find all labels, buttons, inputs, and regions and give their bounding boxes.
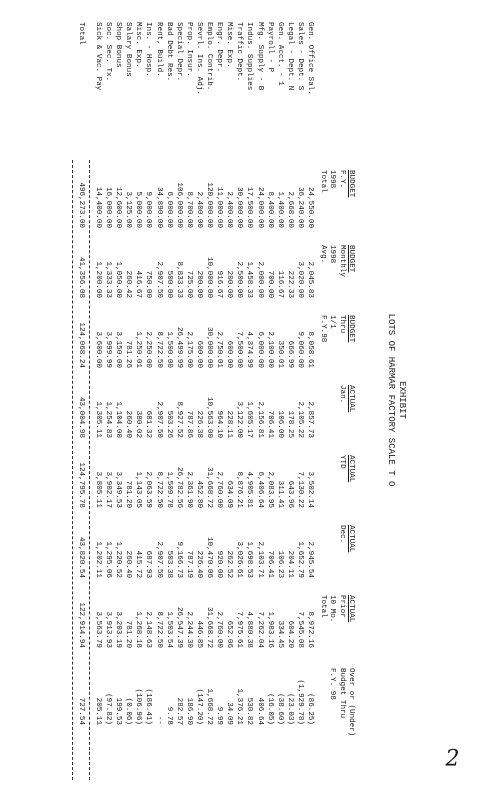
table-cell: 2,907.50 bbox=[154, 541, 163, 578]
table-cell: (23.03) bbox=[285, 693, 294, 725]
column-subheading: F.Y. bbox=[337, 170, 346, 189]
table-cell: 781.20 bbox=[124, 620, 133, 648]
table-cell: 416.67 bbox=[134, 270, 143, 298]
table-cell: 205.11 bbox=[94, 697, 103, 725]
table-cell: 1,200.00 bbox=[94, 261, 103, 298]
row-label: Special Depr. bbox=[174, 22, 183, 82]
table-cell: 3,122.00 bbox=[235, 401, 244, 438]
column-header bbox=[317, 595, 355, 622]
table-cell: 725.00 bbox=[184, 270, 193, 298]
table-cell: 600.00 bbox=[194, 340, 203, 368]
table-cell: 1,500.00 bbox=[164, 331, 173, 368]
column-subheading: Total bbox=[318, 170, 327, 193]
total-label: Total bbox=[77, 22, 85, 45]
table-cell: 1,605.17 bbox=[245, 401, 254, 438]
row-label: Legal - Dept. N bbox=[285, 22, 294, 91]
table-cell: 8,833.33 bbox=[174, 261, 183, 298]
table-cell: 781.20 bbox=[124, 480, 133, 508]
table-cell: 2,907.50 bbox=[154, 401, 163, 438]
table-cell: 9,166.73 bbox=[174, 541, 183, 578]
row-label: Mise. Exp. bbox=[225, 22, 234, 68]
table-cell: 530.82 bbox=[245, 697, 254, 725]
table-cell: 2,400.00 bbox=[194, 191, 203, 228]
column-header bbox=[317, 170, 355, 197]
report-title: LOTS OF HARMAR FACTORY SCALE T O bbox=[386, 313, 396, 487]
total-cell: 43,820.54 bbox=[77, 536, 85, 578]
table-cell: 3,203.19 bbox=[114, 611, 123, 648]
row-labels bbox=[93, 22, 315, 95]
table-cell: 7,975.61 bbox=[235, 611, 244, 648]
page-number: 2 bbox=[445, 746, 460, 772]
table-cell: 3,902.17 bbox=[104, 471, 113, 508]
table-cell: 687.93 bbox=[144, 550, 153, 578]
table-cell: 36,240.00 bbox=[295, 186, 304, 228]
table-cell: 964.10 bbox=[215, 410, 224, 438]
table-cell: 2,361.90 bbox=[184, 471, 193, 508]
table-cell: 204.11 bbox=[285, 550, 294, 578]
table-cell: 8,058.61 bbox=[306, 331, 314, 368]
row-label: Traffic Dept. bbox=[235, 22, 244, 82]
total-rule bbox=[89, 160, 90, 780]
table-cell: 2,750.01 bbox=[215, 331, 224, 368]
column-subheading: Total bbox=[318, 595, 327, 618]
table-cell: 199.53 bbox=[114, 697, 123, 725]
column-subheading: Budget Thru bbox=[337, 668, 346, 719]
table-cell: 503.38 bbox=[164, 550, 173, 578]
table-cell: 787.86 bbox=[184, 410, 193, 438]
table-cell: 8,700.00 bbox=[184, 191, 193, 228]
table-cell: (0.06) bbox=[124, 697, 133, 725]
table-cell: 1,268.18 bbox=[134, 611, 143, 648]
table-cell: 2,083.95 bbox=[265, 471, 274, 508]
column-subheading: F.Y. 98 bbox=[328, 668, 337, 700]
row-label: Salary Bonus bbox=[124, 22, 133, 77]
column-heading: ACTUAL bbox=[347, 595, 355, 623]
column-header bbox=[317, 315, 355, 342]
table-cell: 6,000.00 bbox=[164, 191, 173, 228]
row-label: Mfg. Supply - B bbox=[255, 22, 264, 91]
table-cell: (147.20) bbox=[194, 688, 203, 725]
table-cell: 452.80 bbox=[194, 480, 203, 508]
column-subheading: Over or (Under) bbox=[347, 668, 355, 737]
total-cell: 41,356.08 bbox=[77, 256, 85, 298]
table-cell: 10,563.00 bbox=[205, 396, 214, 438]
table-cell: 380.02 bbox=[134, 410, 143, 438]
table-cell: 8,876.21 bbox=[235, 471, 244, 508]
table-cell: 7,130.22 bbox=[295, 471, 304, 508]
row-label: Gen. Acct. - 1 bbox=[275, 22, 284, 86]
table-cell: 916.67 bbox=[215, 270, 224, 298]
value-column bbox=[93, 679, 315, 725]
table-cell: 9.99 bbox=[215, 706, 224, 725]
column-heading: ACTUAL bbox=[347, 455, 355, 483]
table-cell: 406.64 bbox=[255, 697, 264, 725]
table-cell: 262.52 bbox=[225, 550, 234, 578]
table-cell: 920.00 bbox=[215, 550, 224, 578]
column-subheading: Monthly bbox=[337, 245, 346, 277]
table-cell: 8,972.16 bbox=[306, 611, 314, 648]
table-cell: 681.32 bbox=[144, 410, 153, 438]
table-cell: 1,668.72 bbox=[205, 688, 214, 725]
table-cell: 260.42 bbox=[124, 270, 133, 298]
table-cell: 12,600.00 bbox=[114, 186, 123, 228]
column-header bbox=[336, 525, 355, 552]
table-cell: 34.09 bbox=[225, 702, 234, 725]
column-header bbox=[336, 455, 355, 482]
table-cell: 3,026.61 bbox=[235, 541, 244, 578]
table-cell: 503.26 bbox=[164, 410, 173, 438]
table-cell: 3,600.00 bbox=[94, 331, 103, 368]
table-cell: 2,857.73 bbox=[306, 401, 314, 438]
table-cell: 30,000.00 bbox=[235, 186, 244, 228]
table-cell: 1,202.11 bbox=[94, 541, 103, 578]
table-cell: 634.09 bbox=[225, 480, 234, 508]
table-cell: 26,547.39 bbox=[174, 606, 183, 648]
title-block bbox=[385, 0, 407, 800]
column-subheading: 1/1 bbox=[328, 315, 337, 329]
row-label: Engr. Depr. bbox=[215, 22, 224, 73]
table-cell: 7,545.08 bbox=[295, 611, 304, 648]
table-cell: 26,782.56 bbox=[174, 466, 183, 508]
value-column bbox=[93, 182, 315, 228]
table-cell: 2,103.71 bbox=[255, 541, 264, 578]
table-cell: 1,295.06 bbox=[104, 541, 113, 578]
table-cell: 4,374.99 bbox=[245, 331, 254, 368]
table-cell: 3,913.93 bbox=[104, 611, 113, 648]
total-cell: 43,004.98 bbox=[77, 396, 85, 438]
value-column bbox=[93, 467, 315, 508]
table-cell: 787.19 bbox=[184, 550, 193, 578]
table-cell: 17,500.00 bbox=[245, 186, 254, 228]
table-cell: (186.41) bbox=[144, 688, 153, 725]
table-cell: 3,999.99 bbox=[104, 331, 113, 368]
table-cell: 415.72 bbox=[134, 550, 143, 578]
table-cell: 1,104.00 bbox=[114, 401, 123, 438]
table-cell: 3,805.11 bbox=[94, 471, 103, 508]
table-cell: 8,722.50 bbox=[154, 611, 163, 648]
table-cell: 1,250.01 bbox=[134, 331, 143, 368]
table-cell: 10,000.00 bbox=[205, 256, 214, 298]
table-cell: 8,927.52 bbox=[174, 401, 183, 438]
table-cell: 228.11 bbox=[225, 410, 234, 438]
column-subheading: Dec. bbox=[337, 525, 346, 544]
table-cell: 8,722.50 bbox=[154, 471, 163, 508]
row-label: Emplo. Contrib. bbox=[205, 22, 214, 91]
column-subheading: Thru bbox=[337, 315, 346, 334]
table-cell: 3,125.00 bbox=[124, 191, 133, 228]
row-label: Soc. Sec. Tx. bbox=[104, 22, 113, 82]
row-label: Prop. Insur. bbox=[184, 22, 193, 77]
column-subheading: Jan. bbox=[337, 385, 346, 404]
row-label: Shop Bonus bbox=[114, 22, 123, 68]
table-cell: -- bbox=[154, 715, 163, 725]
column-subheading: 1998 bbox=[328, 170, 337, 189]
table-cell: 200.00 bbox=[194, 270, 203, 298]
table-cell: 1,509.78 bbox=[164, 471, 173, 508]
table-cell: 1,333.33 bbox=[104, 261, 113, 298]
table-cell: 31,668.72 bbox=[205, 606, 214, 648]
table-cell: 30,000.00 bbox=[205, 326, 214, 368]
table-cell: 1,503.54 bbox=[164, 611, 173, 648]
table-cell: (1,929.78) bbox=[295, 679, 304, 725]
column-heading: BUDGET bbox=[347, 315, 355, 343]
column-header bbox=[317, 245, 355, 277]
table-cell: 120,000.00 bbox=[205, 182, 214, 228]
column-subheading: YTD bbox=[337, 455, 346, 469]
table-cell: 9.78 bbox=[164, 706, 173, 725]
table-cell: 11,000.00 bbox=[215, 186, 224, 228]
column-subheading: 10 Mo. bbox=[328, 595, 337, 623]
table-cell: 1,376.21 bbox=[235, 688, 244, 725]
total-cell: 496,273.00 bbox=[77, 182, 85, 228]
table-cell: 6,000.00 bbox=[255, 331, 264, 368]
table-cell: 500.00 bbox=[164, 270, 173, 298]
table-cell: 1,458.33 bbox=[245, 261, 254, 298]
row-label: Sales - Dept. S bbox=[295, 22, 304, 91]
table-cell: 106,000.00 bbox=[174, 182, 183, 228]
table-cell: 3,349.53 bbox=[114, 471, 123, 508]
value-column bbox=[93, 537, 315, 578]
table-cell: 3,502.14 bbox=[306, 471, 314, 508]
table-cell: 2,244.30 bbox=[184, 611, 193, 648]
table-cell: 2,105.22 bbox=[295, 401, 304, 438]
table-cell: 2,250.00 bbox=[144, 331, 153, 368]
table-cell: 1,305.11 bbox=[94, 401, 103, 438]
table-cell: 9,000.00 bbox=[144, 191, 153, 228]
table-cell: 260.40 bbox=[124, 410, 133, 438]
table-cell: 600.00 bbox=[225, 340, 234, 368]
table-cell: 222.33 bbox=[285, 270, 294, 298]
table-cell: (86.25) bbox=[306, 693, 314, 725]
table-cell: 1,143.05 bbox=[134, 471, 143, 508]
table-cell: 8,400.00 bbox=[265, 191, 274, 228]
table-cell: 24,000.00 bbox=[255, 186, 264, 228]
table-cell: 666.99 bbox=[285, 340, 294, 368]
table-cell: 750.00 bbox=[144, 270, 153, 298]
table-cell: 1,400.00 bbox=[275, 191, 284, 228]
table-cell: (38.60) bbox=[275, 693, 284, 725]
row-label: Misc. Exp. bbox=[134, 22, 143, 68]
table-cell: 2,760.00 bbox=[215, 611, 224, 648]
table-cell: 282.57 bbox=[174, 697, 183, 725]
table-cell: 2,907.50 bbox=[154, 261, 163, 298]
table-cell: 7,500.00 bbox=[235, 331, 244, 368]
table-cell: 1,698.53 bbox=[245, 541, 254, 578]
total-cell: 727.54 bbox=[77, 697, 85, 725]
table-cell: 652.06 bbox=[225, 620, 234, 648]
total-cell: 124,068.24 bbox=[77, 322, 85, 368]
exhibit-label: EXHIBIT bbox=[397, 381, 407, 419]
value-column bbox=[93, 327, 315, 368]
row-label: Indus. Supplies bbox=[245, 22, 254, 91]
row-label: Gen. Office Sal. bbox=[306, 22, 314, 95]
column-heading: BUDGET bbox=[347, 245, 355, 273]
table-cell: 334.45 bbox=[275, 620, 284, 648]
table-cell: 2,500.00 bbox=[235, 261, 244, 298]
table-cell: 1,652.79 bbox=[295, 541, 304, 578]
value-column bbox=[93, 607, 315, 648]
table-cell: 1,983.16 bbox=[265, 611, 274, 648]
table-cell: 2,063.59 bbox=[144, 471, 153, 508]
table-cell: 2,945.54 bbox=[306, 541, 314, 578]
table-cell: 2,045.83 bbox=[306, 261, 314, 298]
table-cell: 186.90 bbox=[184, 697, 193, 725]
table-cell: 10,470.06 bbox=[205, 536, 214, 578]
row-label: Payroll - P bbox=[265, 22, 274, 73]
table-cell: 26,499.99 bbox=[174, 326, 183, 368]
table-cell: 2,760.00 bbox=[215, 471, 224, 508]
table-cell: 2,148.63 bbox=[144, 611, 153, 648]
table-cell: 604.20 bbox=[285, 620, 294, 648]
table-cell: 34,890.00 bbox=[154, 186, 163, 228]
row-label: Ins. - Hosp. bbox=[144, 22, 153, 77]
table-cell: 2,000.00 bbox=[255, 261, 264, 298]
column-header bbox=[327, 668, 355, 736]
total-cell: 122,914.94 bbox=[77, 602, 85, 648]
table-cell: 14,400.00 bbox=[94, 186, 103, 228]
table-cell: 24,550.00 bbox=[306, 186, 314, 228]
table-cell: 2,100.00 bbox=[265, 331, 274, 368]
table-cell: 446.85 bbox=[194, 620, 203, 648]
table-cell: 178.25 bbox=[285, 410, 294, 438]
table-cell: (97.82) bbox=[104, 693, 113, 725]
table-cell: 106.23 bbox=[275, 550, 284, 578]
table-cell: 4,880.38 bbox=[245, 611, 254, 648]
column-header bbox=[336, 385, 355, 412]
column-subheading: Prior bbox=[337, 595, 346, 618]
table-cell: 7,262.04 bbox=[255, 611, 264, 648]
table-cell: 1,254.83 bbox=[104, 401, 113, 438]
row-label: Rent, Build. bbox=[154, 22, 163, 77]
table-cell: 4,905.81 bbox=[245, 471, 254, 508]
table-cell: 706.41 bbox=[265, 550, 274, 578]
table-cell: 6,406.64 bbox=[255, 471, 264, 508]
table-cell: 2,156.81 bbox=[255, 401, 264, 438]
table-cell: 16,000.00 bbox=[104, 186, 113, 228]
table-cell: 643.96 bbox=[285, 480, 294, 508]
column-heading: ACTUAL bbox=[347, 385, 355, 413]
row-label: Sick & Vac. Pay bbox=[94, 22, 103, 91]
table-cell: 700.00 bbox=[265, 270, 274, 298]
table-cell: 31,668.72 bbox=[205, 466, 214, 508]
total-cell: 124,795.78 bbox=[77, 462, 85, 508]
table-cell: 200.00 bbox=[225, 270, 234, 298]
table-cell: 226.40 bbox=[194, 550, 203, 578]
table-cell: (106.96) bbox=[134, 688, 143, 725]
table-cell: 781.26 bbox=[124, 340, 133, 368]
row-label: Bad Debt Res. bbox=[164, 22, 173, 82]
value-column bbox=[93, 397, 315, 438]
table-cell: 2,175.00 bbox=[184, 331, 193, 368]
column-heading: ACTUAL bbox=[347, 525, 355, 553]
value-column bbox=[93, 257, 315, 298]
table-cell: 226.38 bbox=[194, 410, 203, 438]
table-cell: 2,400.00 bbox=[225, 191, 234, 228]
column-subheading: 1998 bbox=[328, 245, 337, 264]
table-cell: 311.41 bbox=[275, 480, 284, 508]
table-cell: 9,060.00 bbox=[295, 331, 304, 368]
column-subheading: F.Y.98 bbox=[318, 315, 327, 343]
table-cell: (16.05) bbox=[265, 693, 274, 725]
table-cell: 8,722.50 bbox=[154, 331, 163, 368]
column-subheading: Avg. bbox=[318, 245, 327, 264]
table-cell: 260.40 bbox=[124, 550, 133, 578]
table-cell: 3,563.79 bbox=[94, 611, 103, 648]
table-cell: 3,020.00 bbox=[295, 261, 304, 298]
table-cell: 1,220.52 bbox=[114, 541, 123, 578]
row-label: Sevrl. Ins. Adj. bbox=[194, 22, 203, 95]
table-cell: 706.41 bbox=[265, 410, 274, 438]
table-cell: 3,150.00 bbox=[114, 331, 123, 368]
table-cell: 1,050.00 bbox=[114, 261, 123, 298]
table-cell: 350.01 bbox=[275, 340, 284, 368]
table-cell: 106.00 bbox=[275, 410, 284, 438]
total-underline bbox=[72, 160, 73, 780]
table-cell: 116.67 bbox=[275, 270, 284, 298]
column-heading: BUDGET bbox=[347, 170, 355, 198]
table-cell: 5,000.00 bbox=[134, 191, 143, 228]
table-cell: 2,668.00 bbox=[285, 191, 294, 228]
